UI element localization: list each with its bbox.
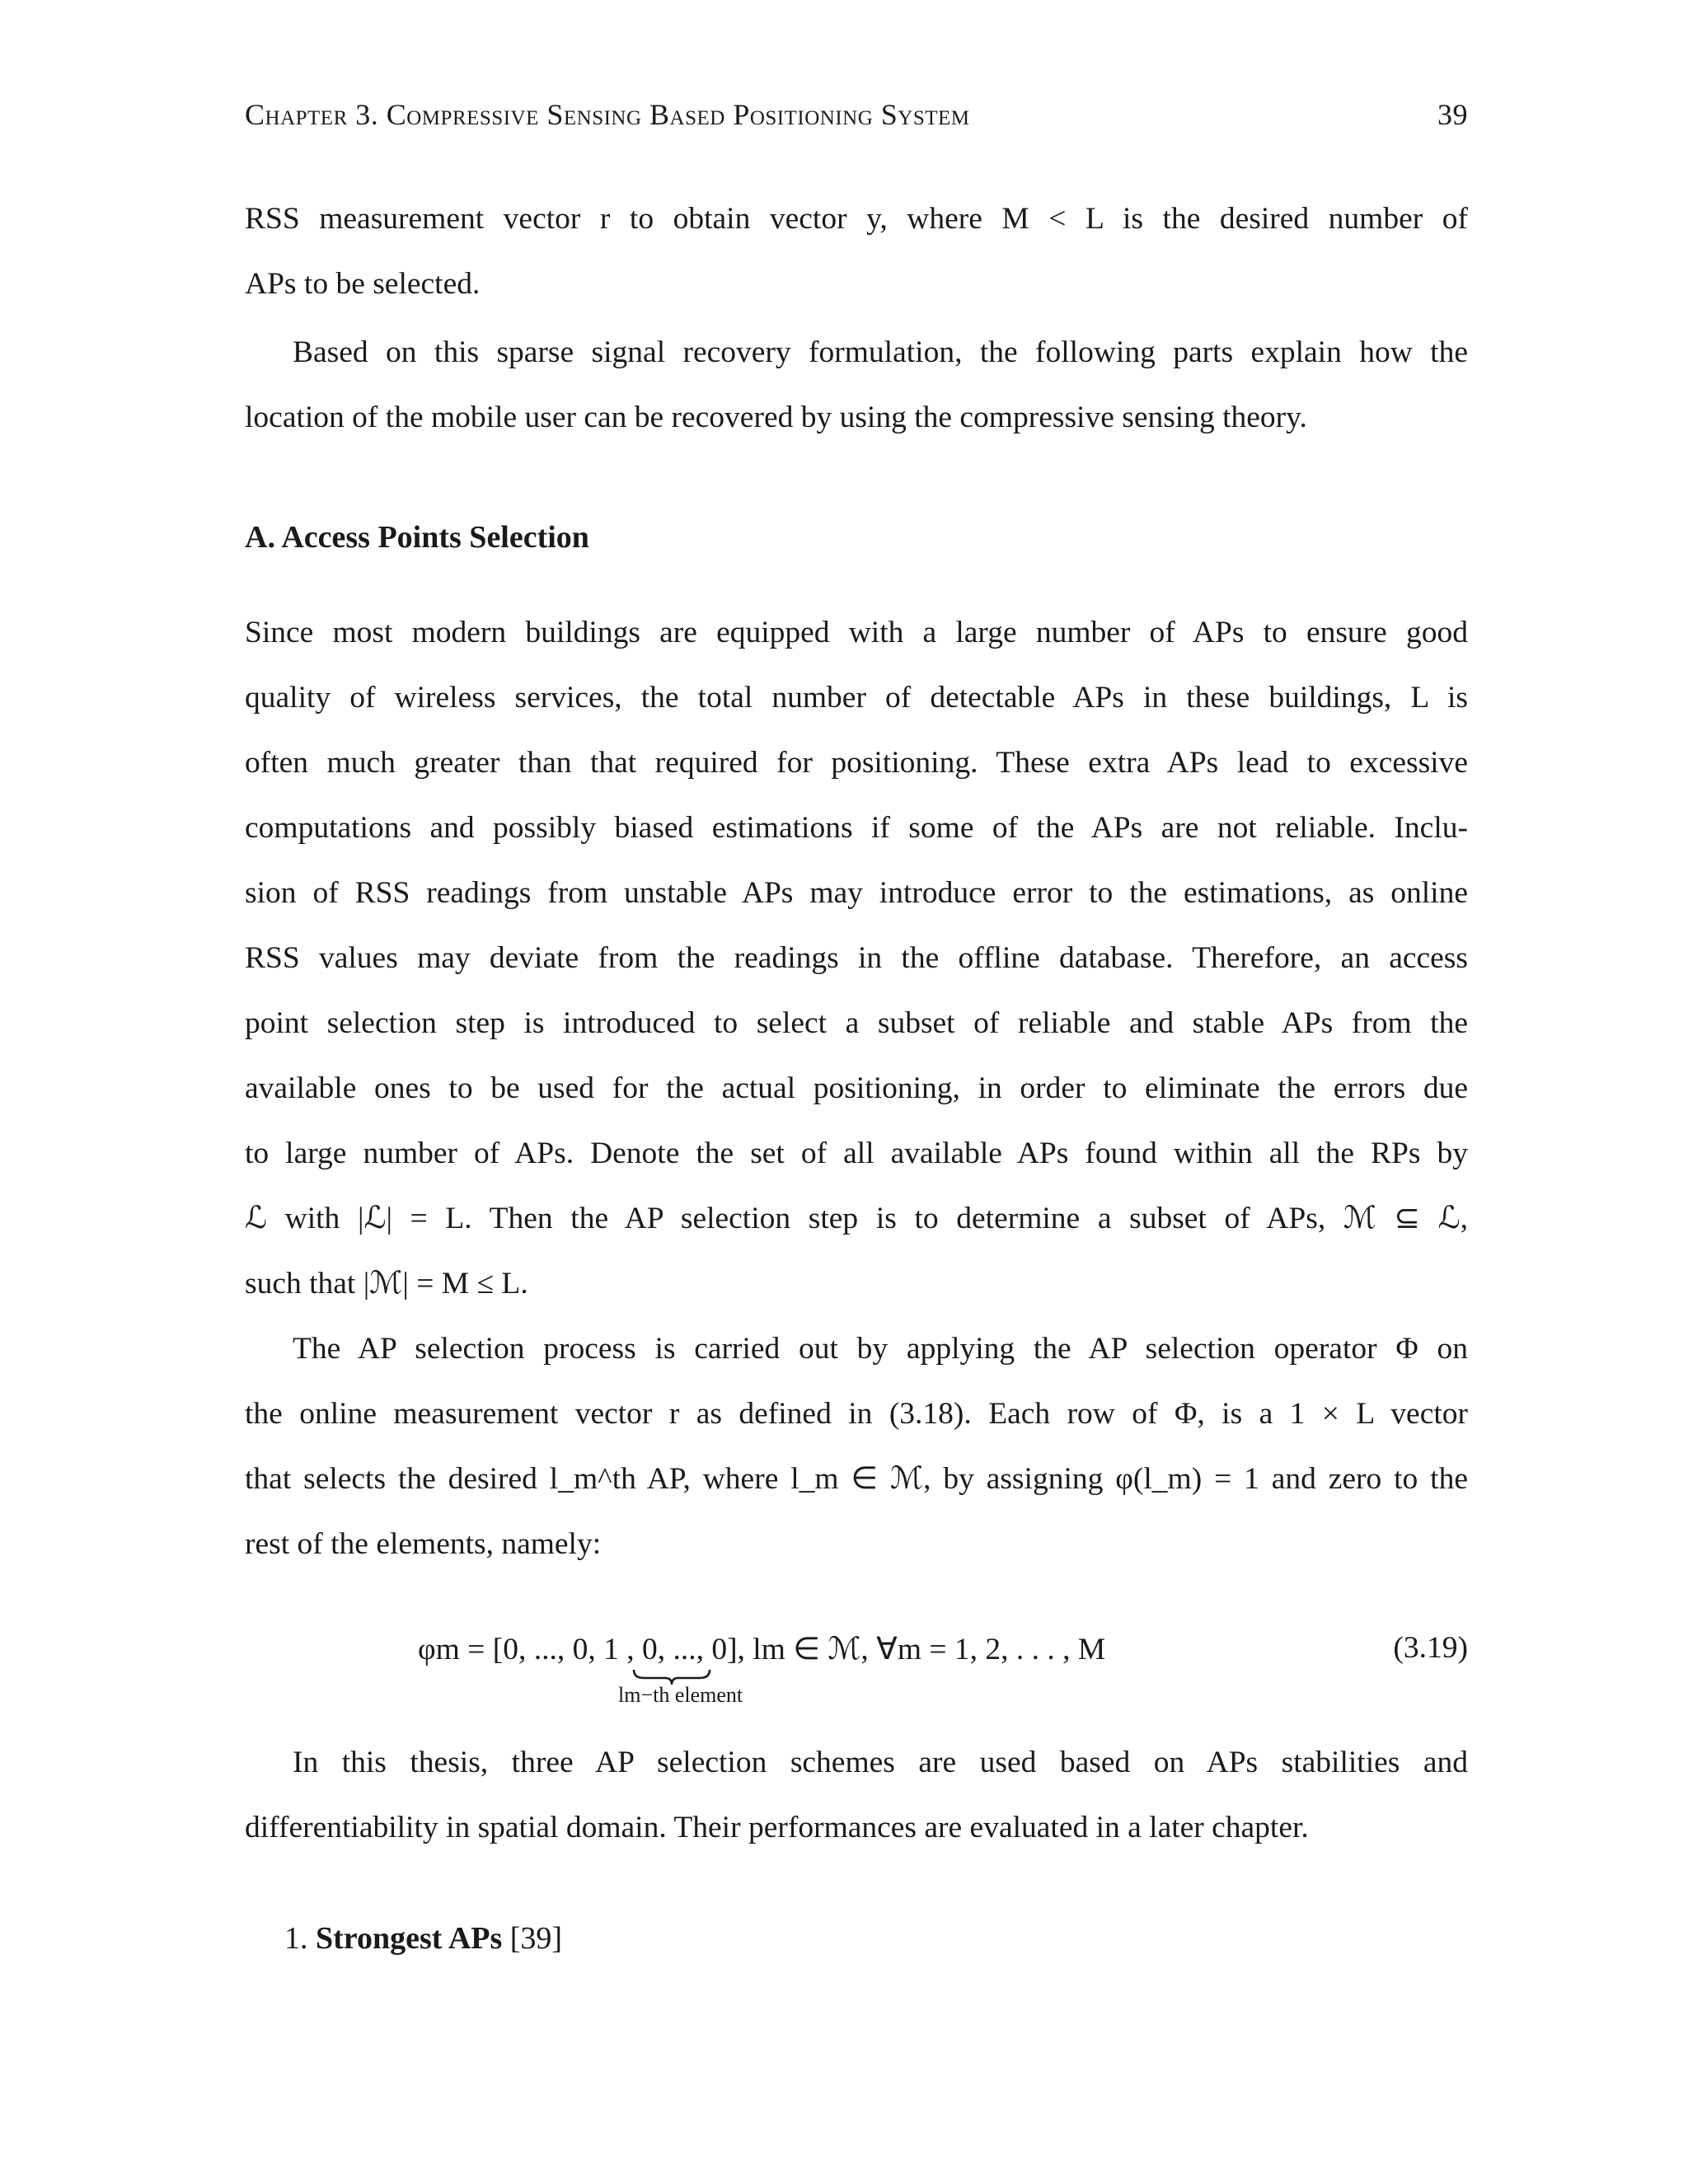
text-line: location of the mobile user can be recovered by using the compressive sensing theory. bbox=[245, 401, 1307, 434]
text-line: ℒ with |ℒ| = L. Then the AP selection step is to determine a subset of APs, ℳ ⊆ ℒ, bbox=[245, 1202, 1468, 1235]
list-item bbox=[284, 1920, 562, 1957]
equation-body: φm = [0, ..., 0, 1 , 0, ..., 0], lm ∈ ℳ, ∀m = 1, 2, . . . , M bbox=[418, 1633, 1106, 1666]
section-heading: A. Access Points Selection bbox=[245, 520, 589, 555]
text-line: computations and possibly biased estimations if some of the APs are not reliable. Inclu- bbox=[245, 811, 1468, 845]
running-header bbox=[245, 97, 1468, 147]
text-line: the online measurement vector r as defined in (3.18). Each row of Φ, is a 1 × L vector bbox=[245, 1397, 1468, 1431]
citation-link[interactable]: [39] bbox=[509, 1921, 563, 1956]
page-number: 39 bbox=[1437, 98, 1468, 131]
text-line: Based on this sparse signal recovery formulation, the following parts explain how the bbox=[293, 335, 1468, 369]
list-item-title: Strongest APs bbox=[316, 1921, 503, 1956]
text-line: such that |ℳ| = M ≤ L. bbox=[245, 1267, 528, 1301]
chapter-title: Chapter 3. Compressive Sensing Based Positioning System bbox=[245, 98, 970, 131]
text-line: quality of wireless services, the total number of detectable APs in these buildings, L is bbox=[245, 681, 1468, 715]
text-line: differentiability in spatial domain. Their performances are evaluated in a later chapter. bbox=[245, 1811, 1309, 1844]
underbrace-label: lm−th element bbox=[618, 1683, 743, 1707]
text-line: available ones to be used for the actual positioning, in order to eliminate the errors due bbox=[245, 1071, 1468, 1105]
text-line: point selection step is introduced to select a subset of reliable and stable APs from the bbox=[245, 1006, 1468, 1040]
text-line: sion of RSS readings from unstable APs may introduce error to the estimations, as online bbox=[245, 876, 1468, 910]
thesis-paragraph bbox=[245, 1730, 1468, 1860]
text-line: RSS values may deviate from the readings in the offline database. Therefore, an access bbox=[245, 941, 1468, 975]
operator-paragraph bbox=[245, 1316, 1468, 1577]
text-line: RSS measurement vector r to obtain vector y, where M < L is the desired number of bbox=[245, 202, 1468, 236]
text-line: In this thesis, three AP selection schemes are used based on APs stabilities and bbox=[293, 1746, 1468, 1779]
text-line: The AP selection process is carried out by applying the AP selection operator Φ on bbox=[293, 1332, 1468, 1366]
text-line: Since most modern buildings are equipped with a large number of APs to ensure good bbox=[245, 616, 1468, 649]
text-line: often much greater than that required for positioning. These extra APs lead to excessive bbox=[245, 746, 1468, 780]
equation-3-19 bbox=[245, 1615, 1468, 1731]
text-line: rest of the elements, namely: bbox=[245, 1527, 602, 1561]
ap-selection-paragraph bbox=[245, 600, 1468, 1316]
text-line: that selects the desired l_m^th AP, where l_m ∈ ℳ, by assigning φ(l_m) = 1 and zero to the bbox=[245, 1462, 1468, 1496]
recovery-paragraph bbox=[245, 320, 1468, 450]
list-number: 1. bbox=[284, 1921, 308, 1956]
equation-number: (3.19) bbox=[1393, 1631, 1468, 1665]
intro-paragraph bbox=[245, 186, 1468, 316]
text-line: APs to be selected. bbox=[245, 267, 481, 301]
text-line: to large number of APs. Denote the set of all available APs found within all the RPs by bbox=[245, 1137, 1468, 1170]
